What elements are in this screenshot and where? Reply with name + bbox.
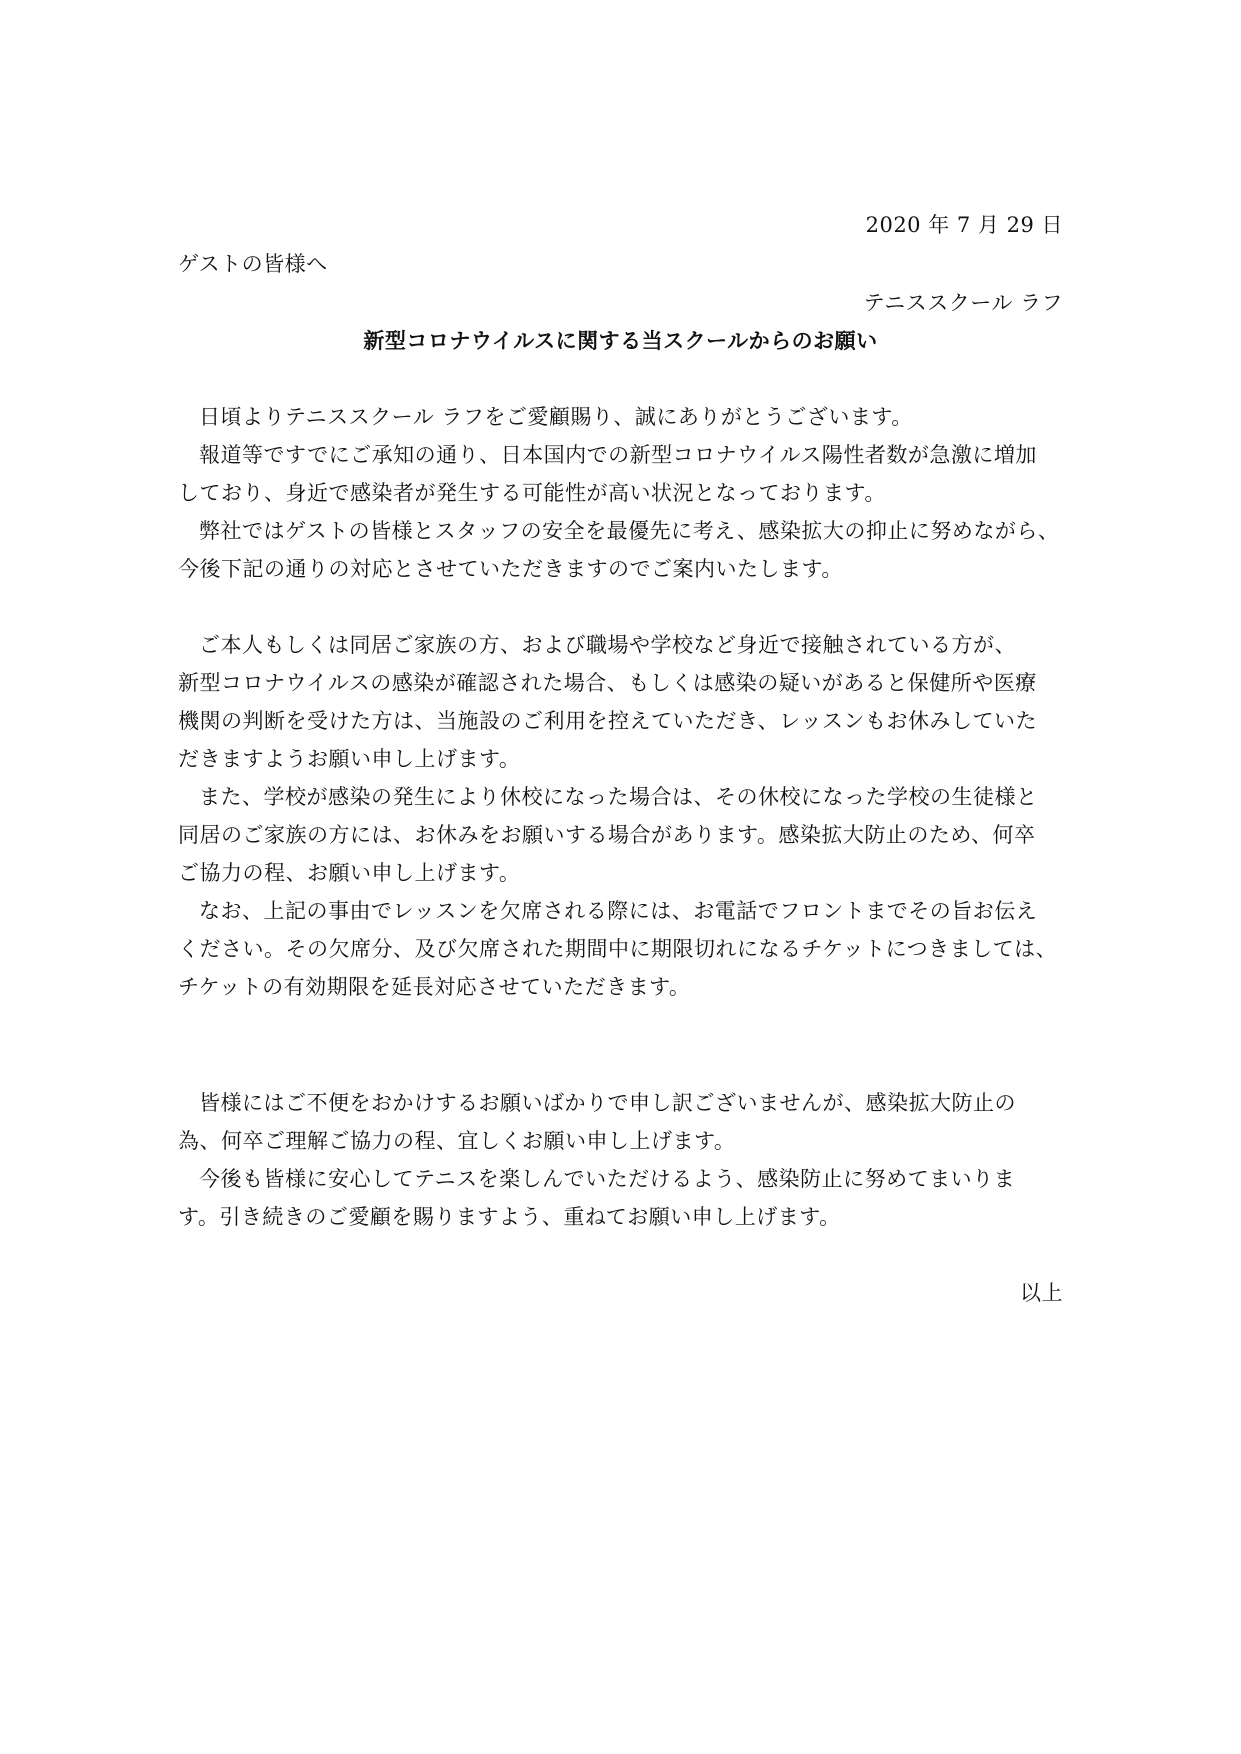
body-line: ください。その欠席分、及び欠席された期間中に期限切れになるチケットにつきましては、: [178, 937, 1058, 961]
body-line: ご本人もしくは同居ご家族の方、および職場や学校など身近で接触されている方が、: [199, 633, 1016, 657]
letter-title: 新型コロナウイルスに関する当スクールからのお願い: [363, 329, 878, 353]
body-line: また、学校が感染の発生により休校になった場合は、その休校になった学校の生徒様と: [199, 785, 1038, 809]
body-line: 弊社ではゲストの皆様とスタッフの安全を最優先に考え、感染拡大の抑止に努めながら、: [199, 519, 1060, 543]
body-line: しており、身近で感染者が発生する可能性が高い状況となっております。: [178, 481, 886, 505]
body-line: 新型コロナウイルスの感染が確認された場合、もしくは感染の疑いがあると保健所や医療: [178, 671, 1037, 695]
letter-sender: テニススクール ラフ: [863, 291, 1063, 315]
body-line: 今後下記の通りの対応とさせていただきますのでご案内いたします。: [178, 557, 843, 581]
letter-recipient: ゲストの皆様へ: [178, 252, 328, 276]
body-line: 日頃よりテニススクール ラフをご愛顧賜り、誠にありがとうございます。: [199, 405, 913, 429]
body-line: す。引き続きのご愛顧を賜りますよう、重ねてお願い申し上げます。: [178, 1205, 841, 1229]
letter-closing: 以上: [1020, 1281, 1063, 1305]
body-line: 今後も皆様に安心してテニスを楽しんでいただけるよう、感染防止に努めてまいりま: [199, 1167, 1016, 1191]
body-line: 機関の判断を受けた方は、当施設のご利用を控えていただき、レッスンもお休みしていた: [178, 709, 1037, 733]
body-line: なお、上記の事由でレッスンを欠席される際には、お電話でフロントまでその旨お伝え: [199, 899, 1038, 923]
body-line: 皆様にはご不便をおかけするお願いばかりで申し訳ございませんが、感染拡大防止の: [199, 1091, 1016, 1115]
body-line: 報道等ですでにご承知の通り、日本国内での新型コロナウイルス陽性者数が急激に増加: [199, 443, 1037, 467]
body-line: 同居のご家族の方には、お休みをお願いする場合があります。感染拡大防止のため、何卒: [178, 823, 1036, 847]
body-line: ご協力の程、お願い申し上げます。: [178, 861, 521, 885]
body-line: チケットの有効期限を延長対応させていただきます。: [178, 975, 691, 999]
letter-date: 2020 年 7 月 29 日: [865, 213, 1063, 237]
body-line: だきますようお願い申し上げます。: [178, 747, 521, 771]
body-line: 為、何卒ご理解ご協力の程、宜しくお願い申し上げます。: [178, 1129, 736, 1153]
